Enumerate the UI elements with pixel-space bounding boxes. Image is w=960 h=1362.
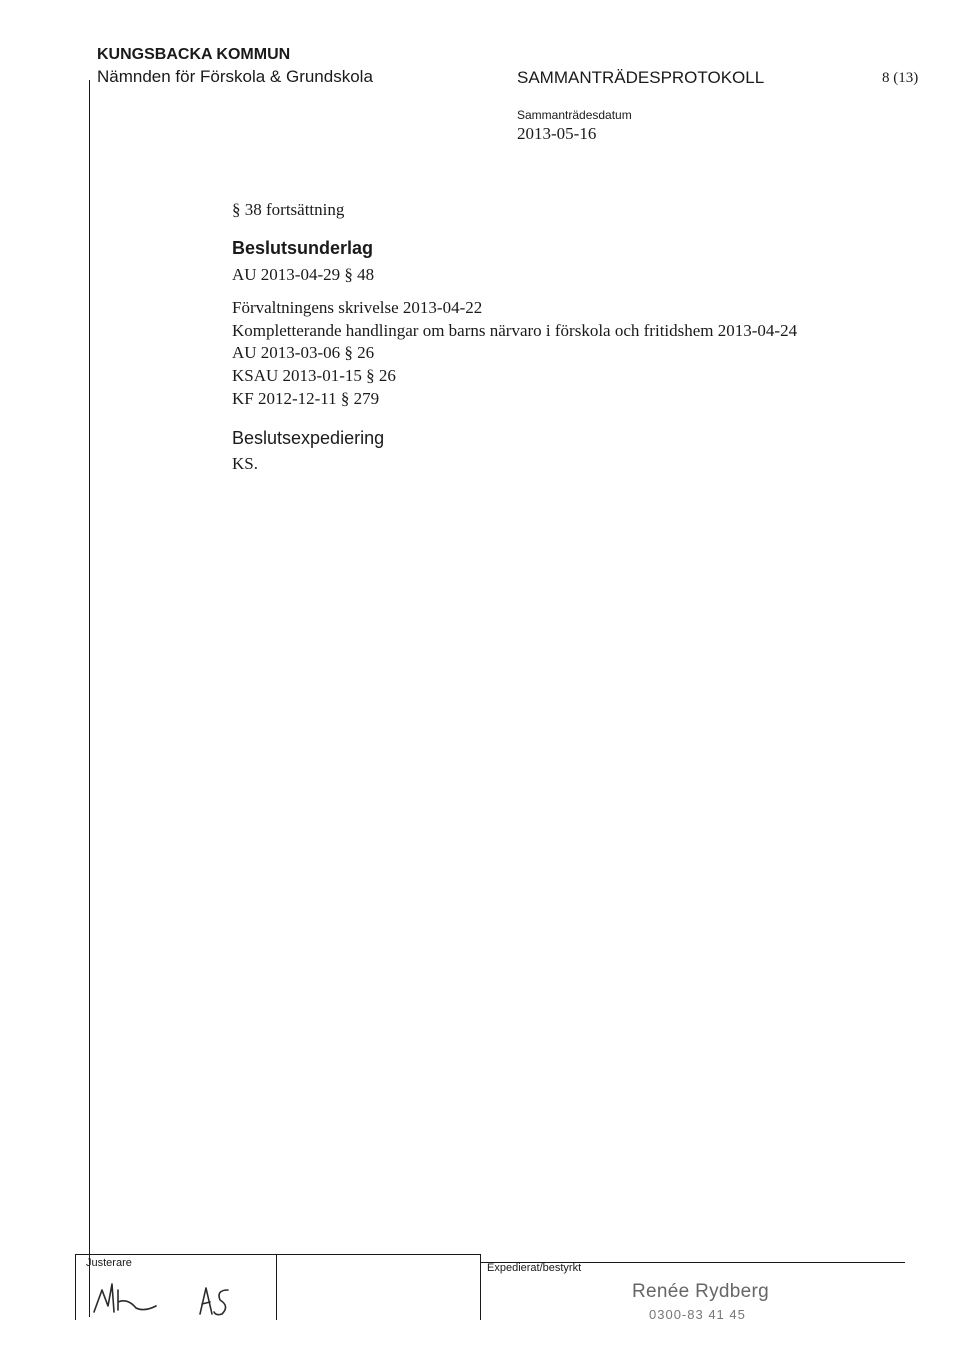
basis-item: AU 2013-04-29 § 48 bbox=[232, 265, 375, 284]
meeting-date: 2013-05-16 bbox=[517, 124, 597, 143]
dispatch-label: Expedierat/bestyrkt bbox=[487, 1262, 582, 1274]
adjuster-label: Justerare bbox=[86, 1257, 132, 1269]
board-name: Nämnden för Förskola & Grundskola bbox=[97, 67, 373, 86]
basis-item: KF 2012-12-11 § 279 bbox=[232, 388, 380, 408]
left-margin-rule bbox=[89, 80, 90, 1317]
document-type: SAMMANTRÄDESPROTOKOLL bbox=[517, 68, 765, 87]
footer-divider bbox=[276, 1254, 277, 1320]
basis-heading: Beslutsunderlag bbox=[232, 238, 374, 258]
dispatch-heading: Beslutsexpediering bbox=[232, 428, 385, 448]
basis-item: Förvaltningens skrivelse 2013-04-22 bbox=[232, 297, 483, 317]
basis-item: AU 2013-03-06 § 26 bbox=[232, 343, 375, 363]
dispatch-value: KS. bbox=[232, 454, 258, 473]
basis-item: KSAU 2013-01-15 § 26 bbox=[232, 366, 396, 386]
page-number: 8 (13) bbox=[882, 70, 919, 86]
section-continuation: § 38 fortsättning bbox=[232, 200, 345, 219]
initials-signature bbox=[88, 1276, 268, 1318]
basis-gap bbox=[232, 287, 797, 297]
footer-rule-left bbox=[75, 1254, 480, 1255]
stamp-phone: 0300-83 41 45 bbox=[649, 1307, 746, 1322]
footer-divider bbox=[480, 1254, 481, 1320]
stamp-name: Renée Rydberg bbox=[632, 1281, 769, 1302]
footer-divider bbox=[75, 1254, 76, 1320]
meeting-date-label: Sammanträdesdatum bbox=[517, 108, 632, 122]
organization-name: KUNGSBACKA KOMMUN bbox=[97, 46, 291, 63]
basis-item: Kompletterande handlingar om barns närvaro i förskola och fritidshem 2013-04-24 bbox=[232, 320, 798, 340]
basis-list bbox=[232, 264, 797, 411]
